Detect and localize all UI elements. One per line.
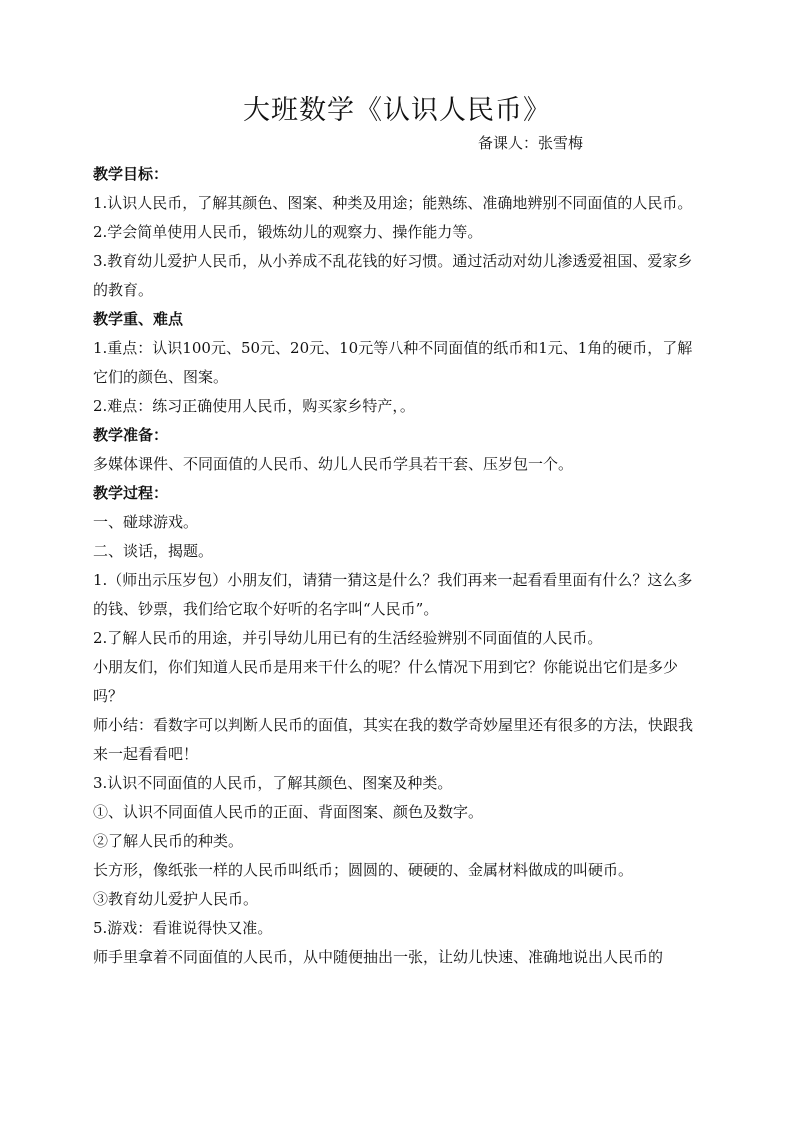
paragraph: 3.教育幼儿爱护人民币，从小养成不乱花钱的好习惯。通过活动对幼儿渗透爱祖国、爱家乡的教育。 (93, 252, 693, 299)
paragraph: 3.认识不同面值的人民币，了解其颜色、图案及种类。 (93, 774, 453, 792)
document-title: 大班数学《认识人民币》 (243, 95, 551, 126)
paragraph: 一、碰球游戏。 (93, 513, 199, 531)
paragraph: 2.学会简单使用人民币，锻炼幼儿的观察力、操作能力等。 (93, 223, 483, 241)
paragraph: 5.游戏：看谁说得快又准。 (93, 919, 273, 937)
paragraph: 1.认识人民币，了解其颜色、图案、种类及用途；能熟练、准确地辨别不同面值的人民币。 (93, 194, 693, 212)
paragraph: 二、谈话，揭题。 (93, 542, 214, 560)
section-heading: 教学目标： (93, 165, 169, 183)
paragraph: 师手里拿着不同面值的人民币，从中随便抽出一张，让幼儿快速、准确地说出人民币的 (93, 948, 664, 966)
paragraph: 师小结：看数字可以判断人民币的面值，其实在我的数学奇妙屋里还有很多的方法，快跟我来一起看看吧！ (93, 716, 694, 763)
paragraph: 小朋友们，你们知道人民币是用来干什么的呢？什么情况下用到它？你能说出它们是多少吗？ (93, 658, 679, 705)
document-body (93, 160, 703, 972)
paragraph: 2.了解人民币的用途，并引导幼儿用已有的生活经验辨别不同面值的人民币。 (93, 629, 603, 647)
paragraph: ③教育幼儿爱护人民币。 (93, 890, 259, 908)
paragraph: ①、认识不同面值人民币的正面、背面图案、颜色及数字。 (93, 803, 484, 821)
paragraph: 长方形，像纸张一样的人民币叫纸币；圆圆的、硬硬的、金属材料做成的叫硬币。 (93, 861, 634, 879)
paragraph: 多媒体课件、不同面值的人民币、幼儿人民币学具若干套、压岁包一个。 (93, 455, 574, 473)
paragraph: ②了解人民币的种类。 (93, 832, 244, 850)
section-heading: 教学准备： (93, 426, 169, 444)
section-heading: 教学重、难点 (93, 310, 184, 328)
paragraph: 2.难点：练习正确使用人民币，购买家乡特产，。 (93, 397, 415, 415)
paragraph: 1.（师出示压岁包）小朋友们，请猜一猜这是什么？我们再来一起看看里面有什么？这么多的钱、钞票，我们给它取个好听的名字叫“人民币”。 (93, 571, 693, 618)
paragraph: 1.重点：认识100元、50元、20元、10元等八种不同面值的纸币和1元、1角的硬币，了解它们的颜色、图案。 (93, 339, 693, 386)
section-heading: 教学过程： (93, 484, 169, 502)
author-line: 备课人：张雪梅 (478, 134, 584, 152)
